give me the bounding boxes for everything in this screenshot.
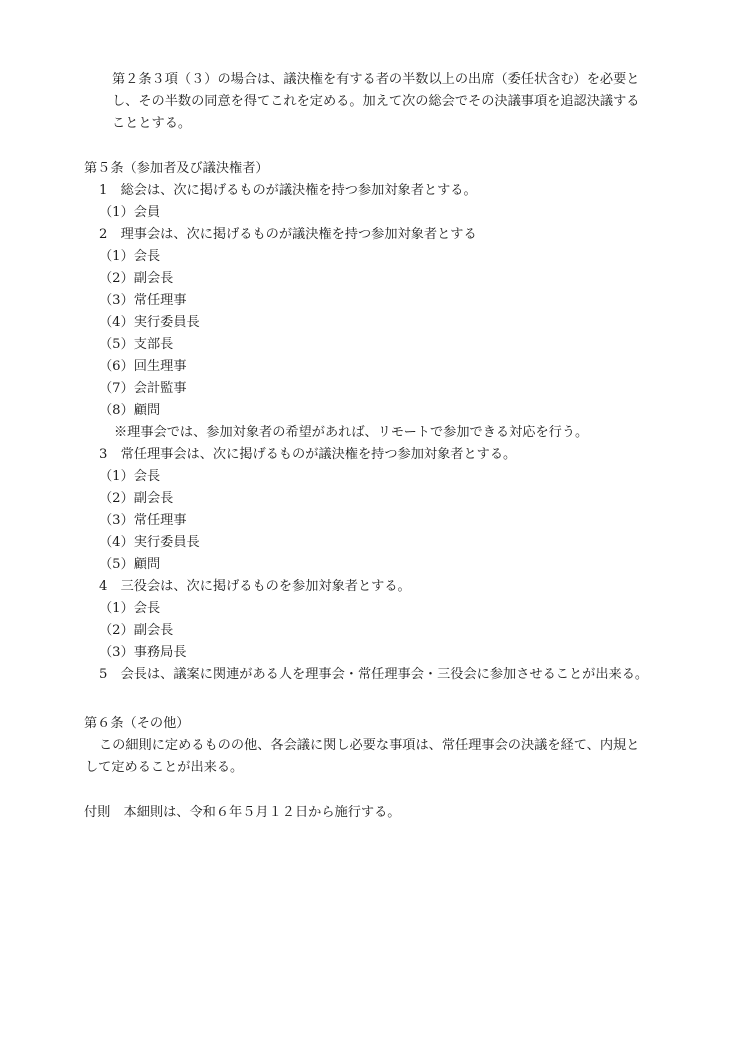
paragraph-line: し、その半数の同意を得てこれを定める。加えて次の総会でその決議事項を追認決議する	[112, 94, 640, 109]
list-item: （1）会員	[99, 205, 161, 220]
article6-heading: 第６条（その他）	[84, 716, 190, 731]
list-item: （4）実行委員長	[99, 535, 200, 550]
clause-item: 1 総会は、次に掲げるものが議決権を持つ参加対象者とする。	[99, 183, 477, 198]
list-item: （2）副会長	[99, 271, 174, 286]
list-item: （4）実行委員長	[99, 315, 200, 330]
list-item: （1）会長	[99, 469, 161, 484]
paragraph-line: この細則に定めるものの他、各会議に関し必要な事項は、常任理事会の決議を経て、内規と	[99, 738, 640, 753]
paragraph-line: 第２条３項（３）の場合は、議決権を有する者の半数以上の出席（委任状含む）を必要と	[112, 72, 640, 87]
paragraph-line: して定めることが出来る。	[85, 760, 244, 775]
list-item: （3）常任理事	[99, 513, 187, 528]
list-item: （3）常任理事	[99, 293, 187, 308]
list-item: （5）支部長	[99, 337, 174, 352]
list-item: （1）会長	[99, 249, 161, 264]
list-item: （6）回生理事	[99, 359, 187, 374]
list-item: （2）副会長	[99, 491, 174, 506]
clause-item: 3 常任理事会は、次に掲げるものが議決権を持つ参加対象者とする。	[99, 447, 517, 462]
supplementary-text: 付則 本細則は、令和６年５月１２日から施行する。	[84, 805, 401, 820]
clause-item: 5 会長は、議案に関連がある人を理事会・常任理事会・三役会に参加させることが出来る。	[99, 667, 649, 682]
clause-item: 2 理事会は、次に掲げるものが議決権を持つ参加対象者とする	[99, 227, 477, 242]
article4-continuation	[0, 69, 734, 135]
article5-heading: 第５条（参加者及び議決権者）	[84, 161, 269, 176]
article6-section	[0, 713, 734, 779]
note-text: ※理事会では、参加対象者の希望があれば、リモートで参加できる対応を行う。	[114, 425, 589, 440]
article5-section	[0, 158, 734, 686]
list-item: （5）顧問	[99, 557, 161, 572]
paragraph-line: こととする。	[112, 116, 192, 131]
list-item: （2）副会長	[99, 623, 174, 638]
list-item: （1）会長	[99, 601, 161, 616]
supplementary-provision	[0, 802, 734, 824]
list-item: （8）顧問	[99, 403, 161, 418]
clause-item: 4 三役会は、次に掲げるものを参加対象者とする。	[99, 579, 411, 594]
list-item: （3）事務局長	[99, 645, 187, 660]
list-item: （7）会計監事	[99, 381, 187, 396]
